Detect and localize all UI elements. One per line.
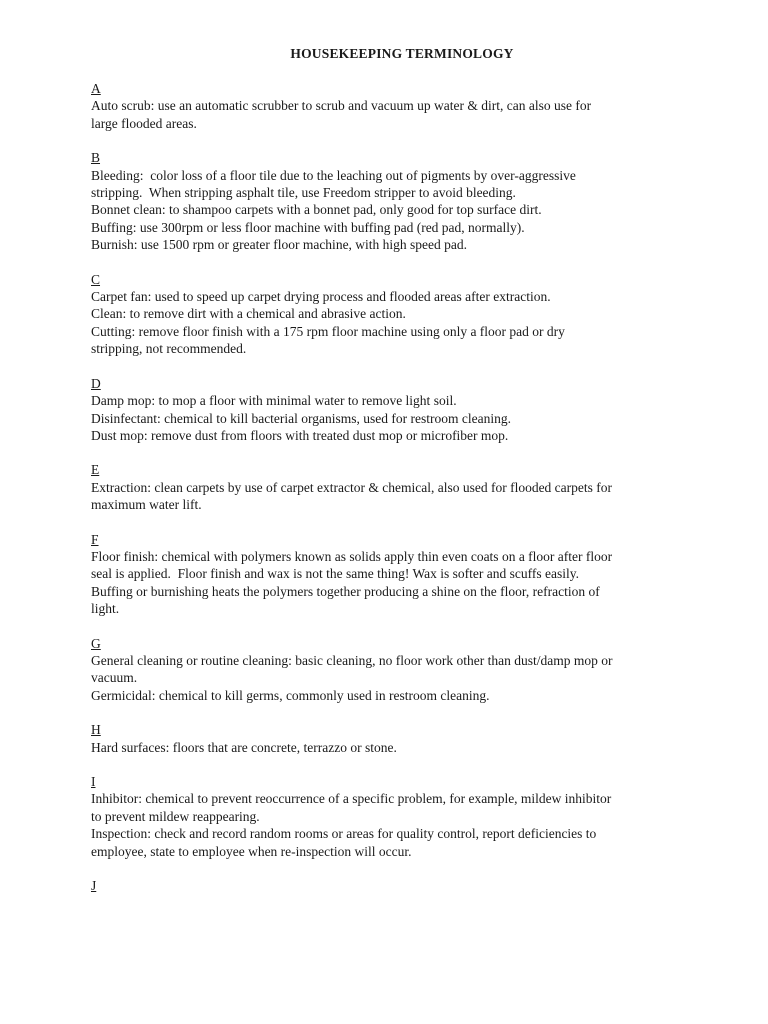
document-title: HOUSEKEEPING TERMINOLOGY (290, 46, 514, 61)
section-letter: E (91, 462, 100, 478)
document-page (91, 46, 691, 911)
terminology-sections (91, 80, 691, 894)
term-entry: Bleeding: color loss of a floor tile due to the leaching out of pigments by over-aggressive stripping. When stripping asphalt tile, use Freedom stripper to avoid bleeding. (91, 167, 576, 201)
section-f (91, 531, 691, 618)
term-entry: Dust mop: remove dust from floors with treated dust mop or microfiber mop. (91, 427, 509, 443)
section-d (91, 375, 691, 445)
section-letter: B (91, 150, 101, 166)
term-entry: General cleaning or routine cleaning: basic cleaning, no floor work other than dust/damp mop or vacuum. (91, 652, 613, 686)
term-entry: Cutting: remove floor finish with a 175 rpm floor machine using only a floor pad or dry stripping, not recommended. (91, 323, 565, 357)
term-entry: Bonnet clean: to shampoo carpets with a bonnet pad, only good for top surface dirt. (91, 202, 542, 218)
term-entry: Buffing: use 300rpm or less floor machine with buffing pad (red pad, normally). (91, 219, 525, 235)
term-entry: Floor finish: chemical with polymers known as solids apply thin even coats on a floor after floor seal is applied. Floor finish and wax is not the same thing! Wax is softer and scuffs easily. Buffing or burnishing heats the polymers together producing a shine on the floor, refraction of light. (91, 548, 613, 617)
section-letter: C (91, 271, 101, 287)
term-entry: Carpet fan: used to speed up carpet drying process and flooded areas after extraction. (91, 289, 551, 305)
section-letter: A (91, 81, 101, 96)
section-e (91, 461, 691, 513)
section-letter: H (91, 722, 101, 738)
term-entry: Disinfectant: chemical to kill bacterial organisms, used for restroom cleaning. (91, 410, 511, 426)
section-g (91, 635, 691, 705)
section-j (91, 877, 691, 894)
section-letter: J (91, 878, 97, 894)
section-c (91, 271, 691, 358)
term-entry: Hard surfaces: floors that are concrete, terrazzo or stone. (91, 739, 397, 755)
term-entry: Inspection: check and record random rooms or areas for quality control, report deficiencies to employee, state to employee when re-inspection will occur. (91, 826, 597, 859)
term-entry: Germicidal: chemical to kill germs, commonly used in restroom cleaning. (91, 687, 490, 703)
term-entry: Auto scrub: use an automatic scrubber to scrub and vacuum up water & dirt, can also use for large flooded areas. (91, 98, 592, 131)
section-letter: F (91, 531, 99, 547)
term-entry: Inhibitor: chemical to prevent reoccurrence of a specific problem, for example, mildew inhibitor to prevent mildew reappearing. (91, 791, 612, 824)
term-entry: Burnish: use 1500 rpm or greater floor machine, with high speed pad. (91, 237, 468, 253)
section-b (91, 149, 691, 253)
section-letter: G (91, 635, 101, 651)
section-letter: D (91, 375, 101, 391)
section-letter: I (91, 774, 96, 789)
term-entry: Damp mop: to mop a floor with minimal water to remove light soil. (91, 393, 457, 409)
section-a (91, 80, 691, 132)
section-i (91, 773, 691, 860)
term-entry: Extraction: clean carpets by use of carpet extractor & chemical, also used for flooded carpets for maximum water lift. (91, 479, 613, 513)
term-entry: Clean: to remove dirt with a chemical and abrasive action. (91, 306, 406, 322)
section-h (91, 721, 691, 756)
